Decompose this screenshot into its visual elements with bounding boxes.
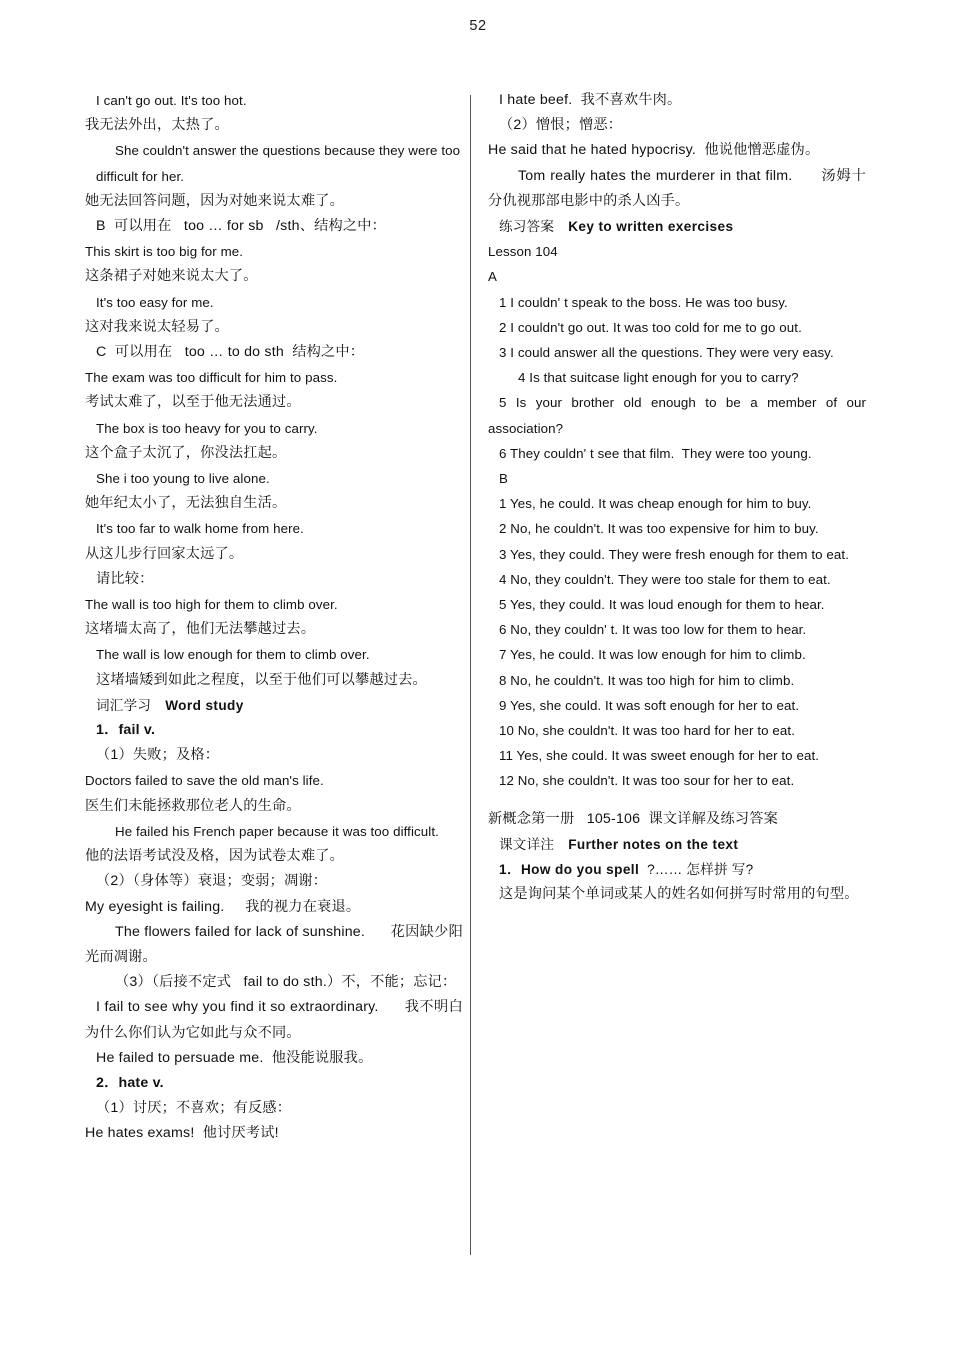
text-line: （1）失败；及格： (96, 747, 220, 764)
text-line: 请比较： (96, 570, 154, 587)
text-line: It's too easy for me. (96, 294, 214, 310)
heading-spacer (554, 219, 568, 234)
text-line: （1）讨厌；不喜欢；有反感： (96, 1100, 292, 1117)
text-line: He said that he hated hypocrisy. 他说他憎恶虚伪。 (488, 142, 820, 159)
text-line (488, 214, 866, 239)
text-line: This skirt is too big for me. (85, 244, 244, 260)
text-line: The exam was too difficult for him to pass. (85, 370, 338, 386)
note-heading-cn: ?…… 怎样拼 写? (639, 862, 754, 878)
text-line: 10 No, she couldn't. It was too hard for her to eat. (499, 723, 796, 739)
text-line: 8 No, he couldn't. It was too high for him to climb. (499, 672, 795, 688)
right-column (488, 88, 870, 908)
text-line: 2 I couldn't go out. It was too cold for me to go out. (499, 319, 802, 335)
text-line: He failed his French paper because it was too difficult. (115, 823, 439, 839)
text-line: The flowers failed for lack of sunshine. 花因缺少阳光而凋谢。 (85, 923, 463, 965)
heading-spacer (151, 698, 165, 713)
heading-label-en: Further notes on the text (568, 836, 739, 852)
text-line: 这个盒子太沉了，你没法扛起。 (85, 444, 287, 461)
text-line: （3）（后接不定式 fail to do sth.）不，不能；忘记： (115, 974, 457, 991)
heading-label-cn: 课文详注 (499, 836, 555, 852)
note-heading-en: 1．How do you spell (499, 862, 640, 878)
text-line: 2 No, he couldn't. It was too expensive for him to buy. (499, 521, 819, 537)
text-line: 4 No, they couldn't. They were too stale for them to eat. (499, 571, 831, 587)
text-line: The wall is low enough for them to climb over. (96, 647, 370, 663)
text-line: I fail to see why you find it so extraordinary. 我不明白为什么你们认为它如此与众不同。 (85, 999, 463, 1041)
text-line: I hate beef. 我不喜欢牛肉。 (499, 92, 682, 108)
text-line: 3 Yes, they could. They were fresh enough for them to eat. (499, 546, 850, 562)
text-line: 这是询问某个单词或某人的姓名如何拼写时常用的句型。 (499, 886, 859, 903)
text-line (488, 857, 866, 882)
text-line: 11 Yes, she could. It was sweet enough for her to eat. (499, 748, 820, 764)
left-column (85, 88, 463, 1147)
text-line: 4 Is that suitcase light enough for you to carry? (518, 370, 799, 386)
text-line: A (488, 269, 497, 285)
text-line: It's too far to walk home from here. (96, 521, 304, 537)
text-line: 2．hate v. (96, 1074, 164, 1091)
page-number: 52 (469, 18, 487, 34)
text-line: The box is too heavy for you to carry. (96, 420, 318, 436)
text-line: （2）憎恨；憎恶： (499, 117, 623, 134)
text-line: I can't go out. It's too hot. (96, 93, 247, 108)
text-line: 她无法回答问题，因为对她来说太难了。 (85, 192, 344, 209)
text-line: 6 They couldn' t see that film. They were too young. (499, 445, 812, 461)
text-line: 这对我来说太轻易了。 (85, 318, 229, 335)
text-line: 12 No, she couldn't. It was too sour for her to eat. (499, 773, 795, 789)
text-line: 1 Yes, he could. It was cheap enough for him to buy. (499, 496, 812, 512)
text-line: 这堵墙矮到如此之程度，以至于他们可以攀越过去。 (96, 671, 427, 688)
text-line: 6 No, they couldn' t. It was too low for them to hear. (499, 622, 807, 638)
heading-label-cn: 词汇学习 (96, 697, 152, 713)
text-line: 从这儿步行回家太远了。 (85, 545, 244, 562)
text-line: 他的法语考试没及格，因为试卷太难了。 (85, 848, 344, 865)
heading-label-en: Word study (165, 697, 244, 713)
text-line: Doctors failed to save the old man's life. (85, 773, 324, 789)
heading-spacer (554, 837, 568, 852)
text-line: He hates exams! 他讨厌考试! (85, 1125, 279, 1142)
text-line: （2）（身体等）衰退；变弱；凋谢： (96, 873, 328, 890)
heading-label-cn: 练习答案 (499, 219, 555, 235)
text-line: B 可以用在 too … for sb /sth、结构之中： (96, 218, 387, 235)
text-line: 1．fail v. (96, 722, 156, 739)
text-line: 考试太难了，以至于他无法通过。 (85, 394, 301, 411)
text-line (85, 693, 463, 718)
text-line: The wall is too high for them to climb over. (85, 597, 338, 613)
text-line: She couldn't answer the questions because they were too (115, 143, 461, 159)
text-line: 我无法外出，太热了。 (85, 117, 229, 134)
heading-label-en: Key to written exercises (568, 219, 734, 235)
text-line (488, 832, 866, 857)
text-line: 这条裙子对她来说太大了。 (85, 268, 258, 285)
text-line: She i too young to live alone. (96, 471, 270, 487)
text-line: 她年纪太小了，无法独自生活。 (85, 495, 287, 512)
text-line: 医生们未能拯救那位老人的生命。 (85, 797, 301, 814)
text-line: He failed to persuade me. 他没能说服我。 (96, 1049, 373, 1066)
text-line: C 可以用在 too … to do sth 结构之中： (96, 344, 365, 361)
text-line: 新概念第一册 105-106 课文详解及练习答案 (488, 810, 778, 827)
column-divider (470, 95, 471, 1255)
text-line: Tom really hates the murderer in that film. 汤姆十分仇视那部电影中的杀人凶手。 (488, 167, 866, 209)
text-line: 7 Yes, he could. It was low enough for him to climb. (499, 647, 806, 663)
text-line: 这堵墙太高了，他们无法攀越过去。 (85, 621, 316, 638)
text-line: 9 Yes, she could. It was soft enough for her to eat. (499, 697, 800, 713)
text-line: 3 I could answer all the questions. They were very easy. (499, 345, 834, 361)
text-line: My eyesight is failing. 我的视力在衰退。 (85, 898, 361, 915)
text-line: B (499, 471, 508, 487)
text-line: 5 Is your brother old enough to be a member of our association? (488, 395, 870, 436)
text-line: 5 Yes, they could. It was loud enough for them to hear. (499, 597, 825, 613)
text-line: Lesson 104 (488, 244, 558, 260)
text-line: difficult for her. (96, 168, 185, 184)
text-line: 1 I couldn' t speak to the boss. He was too busy. (499, 294, 788, 310)
